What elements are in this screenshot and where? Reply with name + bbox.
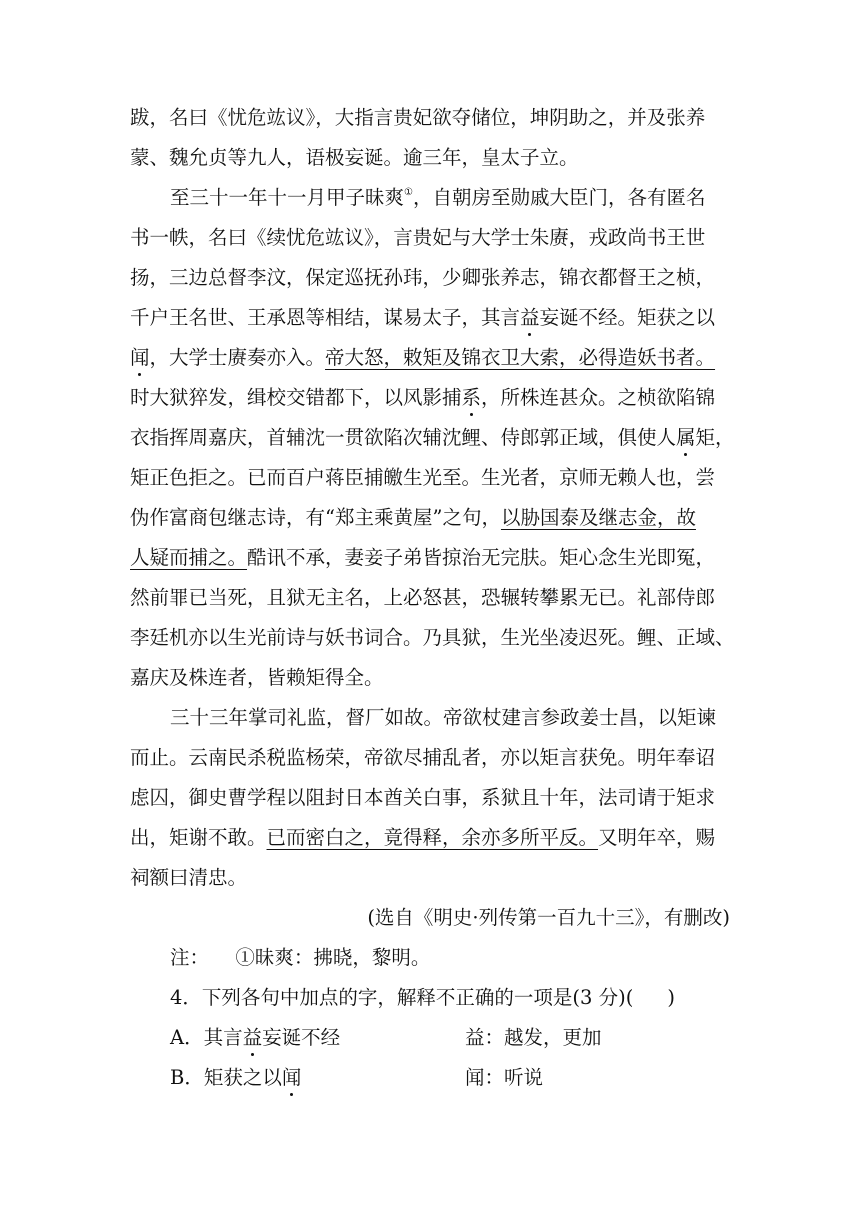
footnote-marker: ① — [404, 187, 413, 198]
underlined-sentence: 人疑而捕之。 — [130, 546, 248, 569]
passage-line: 跋，名曰《忧危竑议》，大指言贵妃欲夺储位，坤阴助之，并及张养 — [130, 106, 706, 129]
underlined-sentence: 以胁国泰及继志金，故 — [500, 506, 696, 529]
dotted-character: 益 — [242, 1026, 263, 1049]
dotted-character: 属 — [676, 426, 696, 449]
option-b-explanation: 闻：听说 — [465, 1066, 544, 1089]
passage-line: 矩正色拒之。已而百户蒋臣捕皦生光至。生光者，京师无赖人也，尝 — [130, 466, 716, 489]
passage-line: 蒙、魏允贞等九人，语极妄诞。逾三年，皇太子立。 — [130, 146, 579, 169]
passage-line: 李廷机亦以生光前诗与妖书词合。乃具狱，生光坐凌迟死。鲤、正域、 — [130, 626, 735, 649]
passage-text: 千户王名世、王承恩等相结，谋易太子，其言益妄诞不经。矩获之以 — [130, 306, 716, 329]
dotted-character: 益 — [520, 306, 540, 329]
passage-line: 扬，三边总督李汶，保定巡抚孙玮，少卿张养志，锦衣都督王之桢， — [130, 266, 716, 289]
passage-line: 三十三年掌司礼监，督厂如故。帝欲杖建言参政姜士昌，以矩谏 — [170, 706, 717, 729]
passage-line — [130, 346, 730, 370]
passage-text: 人疑而捕之。酷讯不承，妻妾子弟皆掠治无完肤。矩心念生光即冤， — [130, 546, 716, 569]
passage-text: 至三十一年十一月甲子昧爽①，自朝房至勋戚大臣门，各有匿名 — [170, 186, 706, 209]
passage-line: 虑囚，御史曹学程以阻封日本酋关白事，系狱且十年，法司请于矩求 — [130, 786, 716, 809]
passage-line — [130, 426, 735, 450]
passage-text: 伪作富商包继志诗，有“郑主乘黄屋”之句，以胁国泰及继志金，故 — [130, 506, 696, 529]
passage-line — [130, 506, 730, 530]
footnote-text: ①昧爽：拂晓，黎明。 — [235, 946, 431, 969]
question-text: 4．下列各句中加点的字，解释不正确的一项是(3 分)( — [170, 986, 634, 1009]
passage-line: 书一帙，名曰《续忧危竑议》，言贵妃与大学士朱赓，戎政尚书王世 — [130, 226, 706, 249]
dotted-character: 系 — [461, 386, 482, 409]
passage-text: 闻，大学士赓奏亦入。帝大怒，敕矩及锦衣卫大索，必得造妖书者。 — [130, 346, 716, 369]
option-a-explanation: 益：越发，更加 — [465, 1026, 602, 1049]
passage-line — [130, 826, 730, 850]
passage-text: 时大狱猝发，缉校交错都下，以风影捕系，所株连甚众。之桢欲陷锦 — [130, 386, 716, 409]
footnote-label: 注： — [170, 946, 210, 969]
passage-line: 嘉庆及株连者，皆赖矩得全。 — [130, 666, 384, 689]
passage-line — [130, 386, 730, 410]
dotted-character: 闻 — [130, 346, 150, 369]
underlined-sentence: 帝大怒，敕矩及锦衣卫大索，必得造妖书者。 — [325, 346, 716, 369]
passage-line: 祠额曰清忠。 — [130, 866, 248, 889]
passage-line — [130, 306, 730, 330]
option-a: A．其言益妄诞不经 — [170, 1026, 341, 1049]
source-citation: (选自《明史·列传第一百九十三》，有删改) — [367, 906, 730, 929]
passage-line: 然前罪已当死，且狱无主名，上必怒甚，恐辗转攀累无已。礼部侍郎 — [130, 586, 716, 609]
passage-line — [170, 186, 730, 210]
underlined-sentence: 已而密白之，竟得释，余亦多所平反。 — [266, 826, 599, 849]
question-4: 4．下列各句中加点的字，解释不正确的一项是(3 分)( ) — [170, 986, 675, 1009]
passage-text: 衣指挥周嘉庆，首辅沈一贯欲陷次辅沈鲤、侍郎郭正域，俱使人属矩， — [130, 426, 735, 449]
passage-line: 而止。云南民杀税监杨荣，帝欲尽捕乱者，亦以矩言获免。明年奉诏 — [130, 746, 716, 769]
dotted-character: 闻 — [281, 1066, 302, 1089]
passage-line — [130, 546, 730, 570]
passage-text: 出，矩谢不敢。已而密白之，竟得释，余亦多所平反。又明年卒，赐 — [130, 826, 716, 849]
footnote — [170, 946, 430, 970]
option-b: B．矩获之以闻 — [170, 1066, 302, 1089]
